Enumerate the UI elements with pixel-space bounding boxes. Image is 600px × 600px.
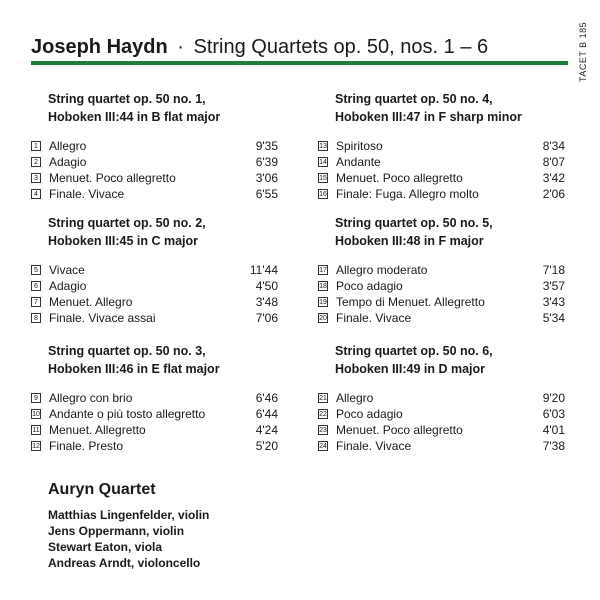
track-row [31,186,278,202]
track-row [318,406,565,422]
track-row [31,138,278,154]
track-title: Adagio [49,155,87,169]
musician: Andreas Arndt, violoncello [48,556,201,570]
track-title: Allegro moderato [336,263,428,277]
track-duration: 5'20 [255,439,278,453]
header-title [31,36,488,59]
track-number-box: 7 [31,297,41,307]
track-list [31,390,278,454]
track-number-box: 19 [319,298,327,306]
track-title: Tempo di Menuet. Allegretto [336,295,485,309]
track-title: Adagio [49,279,87,293]
quartet-key: Hoboken III:44 in B flat major [48,110,221,124]
catalog-number: TACET B 185 [578,21,588,82]
track-duration: 6'44 [255,407,278,421]
track-duration: 7'18 [542,263,565,277]
track-duration: 7'06 [255,311,278,325]
track-duration: 8'07 [542,155,565,169]
track-title: Finale. Vivace [49,187,125,201]
track-duration: 3'06 [255,171,278,185]
track-list [31,138,278,202]
track-list [31,262,278,326]
quartet-title: String quartet op. 50 no. 6, [335,344,493,358]
track-title: Finale. Vivace [336,311,412,325]
track-number-box: 22 [319,410,327,418]
quartet-title: String quartet op. 50 no. 2, [48,216,206,230]
track-number-box: 15 [319,174,327,182]
track-title: Allegro [49,139,87,153]
track-title: Andante o più tosto allegretto [49,407,206,421]
quartet-key: Hoboken III:49 in D major [335,362,486,376]
track-duration: 9'35 [255,139,278,153]
track-row [31,278,278,294]
track-title: Finale: Fuga. Allegro molto [336,187,479,201]
track-number-box: 6 [31,281,41,291]
track-row [318,154,565,170]
quartet-key: Hoboken III:48 in F major [335,234,484,248]
track-row [318,422,565,438]
track-row [31,170,278,186]
track-number-box: 14 [319,158,327,166]
track-duration: 7'38 [542,439,565,453]
track-title: Menuet. Poco allegretto [336,423,463,437]
track-title: Allegro con brio [49,391,133,405]
track-title: Allegro [336,391,374,405]
quartet-key: Hoboken III:47 in F sharp minor [335,110,522,124]
track-number-box: 12 [32,442,40,450]
track-list [318,390,565,454]
track-title: Menuet. Poco allegretto [336,171,463,185]
track-row [318,278,565,294]
track-number-box: 8 [31,313,41,323]
track-list [318,262,565,326]
track-number-box: 1 [31,141,41,151]
track-duration: 4'01 [542,423,565,437]
track-row [31,406,278,422]
track-row [318,294,565,310]
track-row [31,438,278,454]
musician: Stewart Eaton, viola [48,540,163,554]
quartet-title: String quartet op. 50 no. 1, [48,92,206,106]
musician: Matthias Lingenfelder, violin [48,508,210,522]
track-number-box: 20 [319,314,327,322]
track-number-box: 18 [319,282,327,290]
quartet-title: String quartet op. 50 no. 4, [335,92,493,106]
track-duration: 11'44 [249,263,278,277]
track-duration: 4'50 [255,279,278,293]
track-number-box: 3 [31,173,41,183]
track-duration: 3'43 [542,295,565,309]
track-title: Poco adagio [336,407,403,421]
track-row [318,186,565,202]
track-title: Menuet. Allegretto [49,423,146,437]
track-title: Menuet. Poco allegretto [49,171,176,185]
track-row [318,438,565,454]
track-row [31,310,278,326]
quartet-block [31,214,278,326]
track-title: Vivace [49,263,85,277]
quartet-block [318,214,565,326]
track-duration: 9'20 [542,391,565,405]
track-row [31,294,278,310]
track-row [31,422,278,438]
quartet-block [318,342,565,454]
track-number-box: 24 [319,442,327,450]
track-duration: 4'24 [255,423,278,437]
track-number-box: 21 [319,394,327,402]
track-row [318,390,565,406]
track-duration: 3'48 [255,295,278,309]
track-duration: 3'42 [542,171,565,185]
track-title: Andante [336,155,381,169]
track-duration: 6'03 [542,407,565,421]
quartet-key: Hoboken III:46 in E flat major [48,362,220,376]
track-row [318,170,565,186]
title-separator: · [177,36,184,58]
track-number-box: 17 [319,266,327,274]
ensemble-name: Auryn Quartet [48,481,156,498]
track-title: Poco adagio [336,279,403,293]
work-title: String Quartets op. 50, nos. 1 – 6 [193,36,489,58]
track-title: Finale. Presto [49,439,124,453]
track-row [31,262,278,278]
track-row [318,310,565,326]
track-title: Menuet. Allegro [49,295,133,309]
track-duration: 6'55 [255,187,278,201]
quartet-title: String quartet op. 50 no. 5, [335,216,493,230]
track-number-box: 5 [31,265,41,275]
quartet-block [31,90,278,202]
track-duration: 5'34 [542,311,565,325]
track-row [318,138,565,154]
track-duration: 6'39 [255,155,278,169]
track-duration: 6'46 [255,391,278,405]
track-list [318,138,565,202]
track-number-box: 23 [319,426,327,434]
track-title: Finale. Vivace assai [49,311,156,325]
quartet-block [318,90,565,202]
track-number-box: 11 [32,426,40,434]
composer-name: Joseph Haydn [31,36,168,58]
track-number-box: 13 [319,142,327,150]
track-title: Finale. Vivace [336,439,412,453]
green-rule [31,61,568,65]
quartet-title: String quartet op. 50 no. 3, [48,344,206,358]
quartet-key: Hoboken III:45 in C major [48,234,199,248]
track-duration: 8'34 [542,139,565,153]
track-duration: 3'57 [542,279,565,293]
quartet-block [31,342,278,454]
track-title: Spiritoso [336,139,383,153]
track-number-box: 10 [32,410,40,418]
track-row [31,390,278,406]
track-row [318,262,565,278]
track-row [31,154,278,170]
track-number-box: 2 [31,157,41,167]
musician-list [48,507,209,571]
track-number-box: 9 [31,393,41,403]
track-number-box: 16 [319,190,327,198]
musician: Jens Oppermann, violin [48,524,185,538]
track-duration: 2'06 [542,187,565,201]
track-number-box: 4 [31,189,41,199]
